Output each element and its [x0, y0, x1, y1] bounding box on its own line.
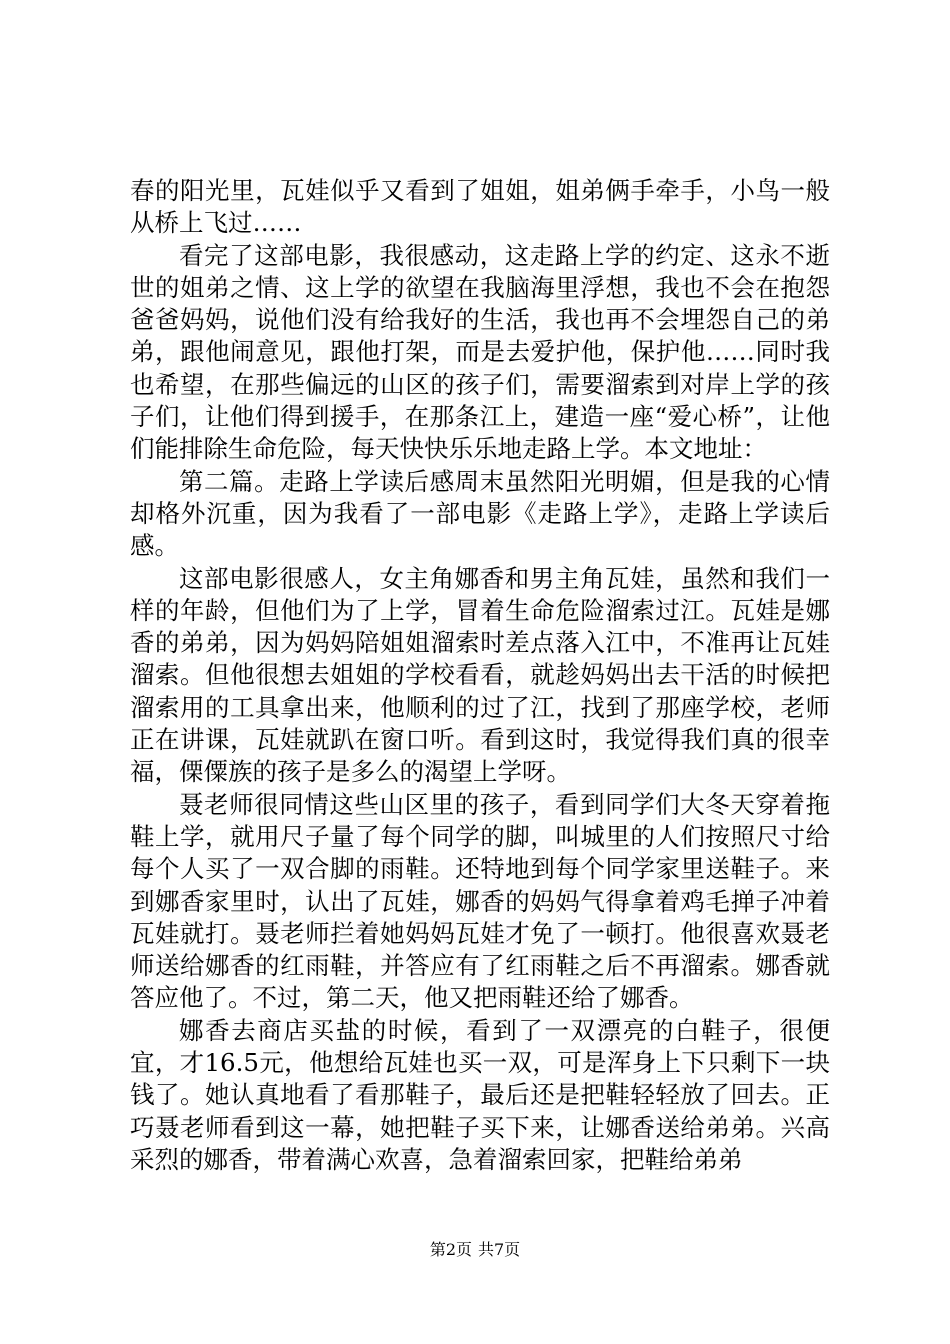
- paragraph-continuation: 春的阳光里，瓦娃似乎又看到了姐姐，姐弟俩手牵手，小鸟一般从桥上飞过……: [130, 176, 830, 238]
- page-total: 共7页: [478, 1240, 521, 1259]
- page-footer: [0, 1240, 950, 1260]
- paragraph-white-shoes: 娜香去商店买盐的时候，看到了一双漂亮的白鞋子，很便宜，才16.5元，他想给瓦娃也买一双，可是浑身上下只剩下一块钱了。她认真地看了看那鞋子，最后还是把鞋轻轻放了回去。正巧聂老师看到这一幕，她把鞋子买下来，让娜香送给弟弟。兴高采烈的娜香，带着满心欢喜，急着溜索回家，把鞋给弟弟: [130, 1015, 830, 1174]
- paragraph-second-essay-intro: 第二篇。走路上学读后感周末虽然阳光明媚，但是我的心情却格外沉重，因为我看了一部电影《走路上学》，走路上学读后感。: [130, 466, 830, 561]
- page-number: 第2页: [429, 1240, 472, 1259]
- body-text: [130, 175, 830, 1176]
- paragraph-movie-summary: 这部电影很感人，女主角娜香和男主角瓦娃，虽然和我们一样的年龄，但他们为了上学，冒着生命危险溜索过江。瓦娃是娜香的弟弟，因为妈妈陪姐姐溜索时差点落入江中，不准再让瓦娃溜索。但他很想去姐姐的学校看看，就趁妈妈出去干活的时候把溜索用的工具拿出来，他顺利的过了江，找到了那座学校，老师正在讲课，瓦娃就趴在窗口听。看到这时，我觉得我们真的很幸福，傈僳族的孩子是多么的渴望上学呀。: [130, 563, 830, 787]
- paragraph-teacher-nie: 聂老师很同情这些山区里的孩子，看到同学们大冬天穿着拖鞋上学，就用尺子量了每个同学的脚，叫城里的人们按照尺寸给每个人买了一双合脚的雨鞋。还特地到每个同学家里送鞋子。来到娜香家里时，认出了瓦娃，娜香的妈妈气得拿着鸡毛掸子冲着瓦娃就打。聂老师拦着她妈妈瓦娃才免了一顿打。他很喜欢聂老师送给娜香的红雨鞋，并答应有了红雨鞋之后不再溜索。娜香就答应他了。不过，第二天，他又把雨鞋还给了娜香。: [130, 789, 830, 1013]
- paragraph-reflection: 看完了这部电影，我很感动，这走路上学的约定、这永不逝世的姐弟之情、这上学的欲望在我脑海里浮想，我也不会在抱怨爸爸妈妈，说他们没有给我好的生活，我也再不会埋怨自己的弟弟，跟他闹意见，跟他打架，而是去爱护他，保护他……同时我也希望，在那些偏远的山区的孩子们，需要溜索到对岸上学的孩子们，让他们得到援手，在那条江上，建造一座“爱心桥”，让他们能排除生命危险，每天快快乐乐地走路上学。本文地址：: [130, 240, 830, 464]
